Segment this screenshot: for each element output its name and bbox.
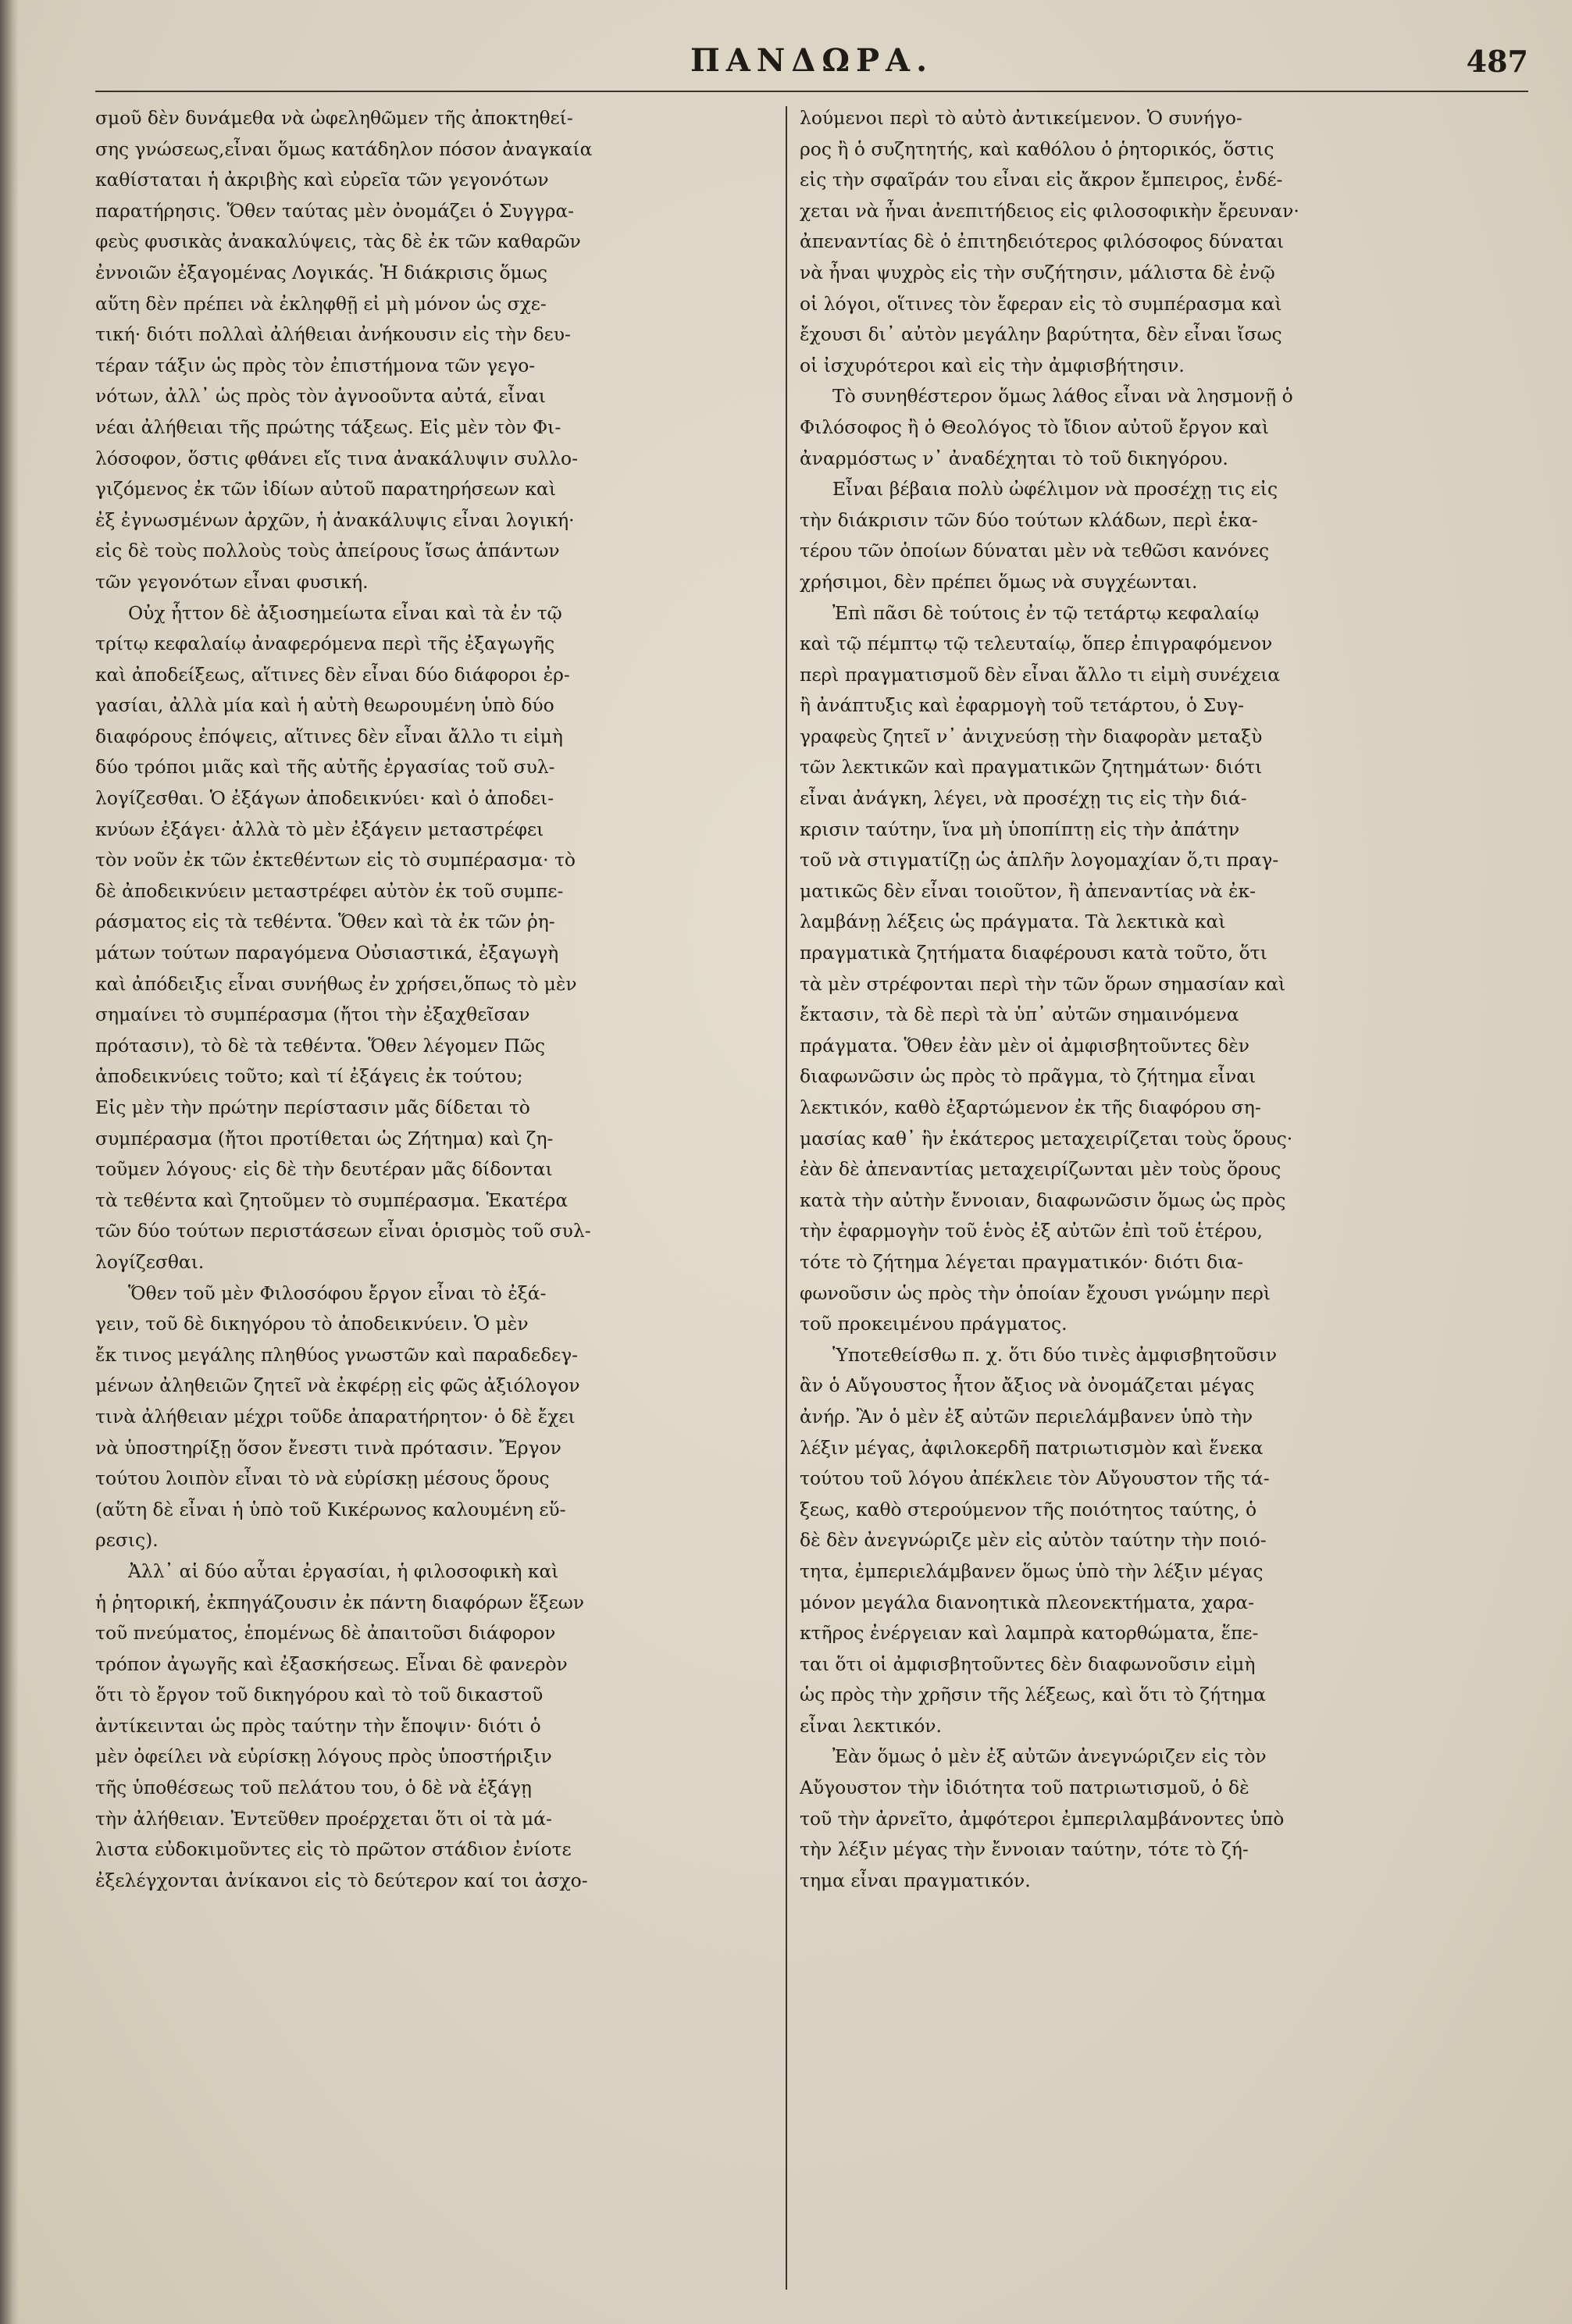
- text-line: κρισιν ταύτην, ἵνα μὴ ὑποπίπτῃ εἰς τὴν ἀπάτην: [800, 818, 1240, 840]
- text-columns: [95, 103, 1528, 2305]
- paragraph: [800, 381, 1479, 474]
- text-line: σμοῦ δὲν δυνάμεθα νὰ ὠφεληθῶμεν τῆς ἀποκτηθεί-: [95, 107, 573, 129]
- text-line: εἰς δὲ τοὺς πολλοὺς τοὺς ἀπείρους ἴσως ἁπάντων: [95, 540, 560, 562]
- text-line: ἀποδεικνύεις τοῦτο; καὶ τί ἐξάγεις ἐκ τούτου;: [95, 1065, 523, 1088]
- text-line: τὰ τεθέντα καὶ ζητοῦμεν τὸ συμπέρασμα. Ἑκατέρα: [95, 1189, 569, 1211]
- text-line: τοῦ πνεύματος, ἑπομένως δὲ ἀπαιτοῦσι διάφορον: [95, 1622, 556, 1645]
- text-line: κτῆρος ἐνέργειαν καὶ λαμπρὰ κατορθώματα, ἕπε-: [800, 1622, 1259, 1645]
- text-line: περὶ πραγματισμοῦ δὲν εἶναι ἄλλο τι εἰμὴ συνέχεια: [800, 663, 1281, 686]
- text-line: λόσοφον, ὅστις φθάνει εἴς τινα ἀνακάλυψιν συλλο-: [95, 447, 579, 469]
- text-line: εἶναι λεκτικόν.: [800, 1714, 942, 1737]
- paragraph: [95, 103, 775, 598]
- text-line: ἀνήρ. Ἂν ὁ μὲν ἐξ αὐτῶν περιελάμβανεν ὑπὸ τὴν: [800, 1405, 1253, 1428]
- text-line: ἂν ὁ Αὔγουστος ἦτον ἄξιος νὰ ὀνομάζεται μέγας: [800, 1374, 1255, 1397]
- text-line: διαφωνῶσιν ὡς πρὸς τὸ πρᾶγμα, τὸ ζήτημα εἶναι: [800, 1065, 1257, 1088]
- text-line: πρότασιν), τὸ δὲ τὰ τεθέντα. Ὅθεν λέγομεν Πῶς: [95, 1034, 546, 1057]
- text-line: καὶ τῷ πέμπτῳ τῷ τελευταίῳ, ὅπερ ἐπιγραφόμενον: [800, 633, 1273, 655]
- text-line: δὲ ἀποδεικνύειν μεταστρέφει αὐτὸν ἐκ τοῦ συμπε-: [95, 879, 564, 902]
- text-line: εἶναι ἀνάγκη, λέγει, νὰ προσέχῃ τις εἰς τὴν διά-: [800, 787, 1247, 810]
- text-line: ἔκ τινος μεγάλης πληθύος γνωστῶν καὶ παραδεδεγ-: [95, 1343, 579, 1366]
- text-line: τῶν λεκτικῶν καὶ πραγματικῶν ζητημάτων· διότι: [800, 756, 1263, 779]
- text-line: γιζόμενος ἐκ τῶν ἰδίων αὐτοῦ παρατηρήσεων καὶ: [95, 478, 557, 501]
- left-column: [95, 103, 786, 2305]
- text-line: χεται νὰ ἦναι ἀνεπιτήδειος εἰς φιλοσοφικὴν ἔρευναν·: [800, 199, 1299, 222]
- text-line: τούτου τοῦ λόγου ἀπέκλειε τὸν Αὔγουστον τῆς τά-: [800, 1467, 1270, 1490]
- page-number: 487: [1466, 44, 1528, 79]
- text-line: λαμβάνῃ λέξεις ὡς πράγματα. Τὰ λεκτικὰ καὶ: [800, 911, 1226, 933]
- text-line: νὰ ἦναι ψυχρὸς εἰς τὴν συζήτησιν, μάλιστα δὲ ἐνῷ: [800, 261, 1275, 283]
- text-line: τητα, ἐμπεριελάμβανεν ὅμως ὑπὸ τὴν λέξιν μέγας: [800, 1559, 1264, 1582]
- text-line: τὴν ἀλήθειαν. Ἐντεῦθεν προέρχεται ὅτι οἱ τὰ μά-: [95, 1807, 552, 1830]
- text-line: σημαίνει τὸ συμπέρασμα (ἤτοι τὴν ἐξαχθεῖσαν: [95, 1003, 530, 1026]
- text-line: ἔκτασιν, τὰ δὲ περὶ τὰ ὑπ᾽ αὐτῶν σημαινόμενα: [800, 1003, 1239, 1026]
- text-line: Ὑποτεθείσθω π. χ. ὅτι δύο τινὲς ἀμφισβητοῦσιν: [832, 1343, 1278, 1366]
- text-line: σης γνώσεως,εἶναι ὅμως κατάδηλον πόσον ἀναγκαία: [95, 137, 593, 160]
- text-line: ἐννοιῶν ἐξαγομένας Λογικάς. Ἡ διάκρισις ὅμως: [95, 261, 548, 283]
- text-line: τοῦ προκειμένου πράγματος.: [800, 1313, 1068, 1335]
- text-line: λέξιν μέγας, ἀφιλοκερδῆ πατριωτισμὸν καὶ ἕνεκα: [800, 1436, 1264, 1459]
- text-line: Εἰς μὲν τὴν πρώτην περίστασιν μᾶς δίδεται τὸ: [95, 1096, 530, 1118]
- paragraph: [800, 474, 1479, 597]
- text-line: γραφεὺς ζητεῖ ν᾽ ἀνιχνεύσῃ τὴν διαφορὰν μεταξὺ: [800, 725, 1263, 747]
- text-line: ἐξ ἐγνωσμένων ἀρχῶν, ἡ ἀνακάλυψις εἶναι λογική·: [95, 508, 575, 531]
- text-line: τὴν διάκρισιν τῶν δύο τούτων κλάδων, περὶ ἑκα-: [800, 508, 1258, 531]
- text-line: ἔχουσι δι᾽ αὐτὸν μεγάλην βαρύτητα, δὲν εἶναι ἴσως: [800, 323, 1282, 346]
- text-line: τοῦ τὴν ἀρνεῖτο, ἀμφότεροι ἐμπεριλαμβάνοντες ὑπὸ: [800, 1807, 1285, 1830]
- text-line: τέραν τάξιν ὡς πρὸς τὸν ἐπιστήμονα τῶν γεγο-: [95, 354, 536, 376]
- text-line: συμπέρασμα (ἤτοι προτίθεται ὡς Ζήτημα) καὶ ζη-: [95, 1127, 554, 1150]
- text-line: κνύων ἐξάγει· ἀλλὰ τὸ μὲν ἐξάγειν μεταστρέφει: [95, 818, 544, 840]
- text-line: (αὕτη δὲ εἶναι ἡ ὑπὸ τοῦ Κικέρωνος καλουμένη εὕ-: [95, 1498, 566, 1520]
- text-line: μὲν ὀφείλει νὰ εὑρίσκῃ λόγους πρὸς ὑποστήριξιν: [95, 1745, 552, 1768]
- text-line: τημα εἶναι πραγματικόν.: [800, 1869, 1031, 1891]
- paragraph: [95, 1556, 775, 1897]
- paragraph: [800, 103, 1479, 381]
- text-line: καὶ ἀπόδειξις εἶναι συνήθως ἐν χρήσει,ὅπως τὸ μὲν: [95, 972, 577, 995]
- text-line: ρος ἢ ὁ συζητητής, καὶ καθόλου ὁ ῥητορικός, ὅστις: [800, 137, 1274, 160]
- text-line: δύο τρόποι μιᾶς καὶ τῆς αὐτῆς ἐργασίας τοῦ συλ-: [95, 756, 555, 779]
- page-title: ΠΑΝΔΩΡΑ.: [690, 42, 934, 79]
- text-line: οἱ ἰσχυρότεροι καὶ εἰς τὴν ἀμφισβήτησιν.: [800, 354, 1185, 376]
- text-line: δὲ δὲν ἀνεγνώριζε μὲν εἰς αὐτὸν ταύτην τὴν ποιό-: [800, 1529, 1267, 1552]
- text-line: εἰς τὴν σφαῖράν του εἶναι εἰς ἄκρον ἔμπειρος, ἐνδέ-: [800, 169, 1283, 191]
- text-line: τὰ μὲν στρέφονται περὶ τὴν τῶν ὅρων σημασίαν καὶ: [800, 972, 1286, 995]
- text-line: τούτου λοιπὸν εἶναι τὸ νὰ εὑρίσκῃ μέσους ὅρους: [95, 1467, 550, 1490]
- text-line: Οὐχ ἧττον δὲ ἀξιοσημείωτα εἶναι καὶ τὰ ἐν τῷ: [128, 601, 562, 624]
- text-line: τῶν δύο τούτων περιστάσεων εἶναι ὁρισμὸς τοῦ συλ-: [95, 1220, 591, 1242]
- text-line: τῶν γεγονότων εἶναι φυσική.: [95, 570, 369, 593]
- text-line: τότε τὸ ζήτημα λέγεται πραγματικόν· διότι δια-: [800, 1250, 1244, 1273]
- text-line: τρόπον ἀγωγῆς καὶ ἐξασκήσεως. Εἶναι δὲ φανερὸν: [95, 1652, 568, 1675]
- text-line: τική· διότι πολλαὶ ἀλήθειαι ἀνήκουσιν εἰς τὴν δευ-: [95, 323, 571, 346]
- text-line: μένων ἀληθειῶν ζητεῖ νὰ ἐκφέρῃ εἰς φῶς ἀξιόλογον: [95, 1374, 580, 1397]
- text-line: τοῦ νὰ στιγματίζῃ ὡς ἁπλῆν λογομαχίαν ὅ,τι πραγ-: [800, 849, 1279, 872]
- text-line: ὡς πρὸς τὴν χρῆσιν τῆς λέξεως, καὶ ὅτι τὸ ζήτημα: [800, 1684, 1266, 1706]
- text-line: ἐὰν δὲ ἀπεναντίας μεταχειρίζωνται μὲν τοὺς ὅρους: [800, 1158, 1281, 1181]
- text-line: νέαι ἀλήθειαι τῆς πρώτης τάξεως. Εἰς μὲν τὸν Φι-: [95, 415, 561, 438]
- text-line: Αὔγουστον τὴν ἰδιότητα τοῦ πατριωτισμοῦ, ὁ δὲ: [800, 1777, 1249, 1799]
- text-line: Τὸ συνηθέστερον ὅμως λάθος εἶναι νὰ λησμονῇ ὁ: [832, 385, 1293, 408]
- text-line: ἀντίκεινται ὡς πρὸς ταύτην τὴν ἔποψιν· διότι ὁ: [95, 1714, 541, 1737]
- right-column: [787, 103, 1479, 2305]
- text-line: γειν, τοῦ δὲ δικηγόρου τὸ ἀποδεικνύειν. Ὁ μὲν: [95, 1313, 529, 1335]
- text-line: καθίσταται ἡ ἀκριβὴς καὶ εὐρεῖα τῶν γεγονότων: [95, 169, 549, 191]
- text-line: τῆς ὑποθέσεως τοῦ πελάτου του, ὁ δὲ νὰ ἐξάγῃ: [95, 1777, 532, 1799]
- running-header: [95, 41, 1528, 92]
- text-line: λογίζεσθαι. Ὁ ἐξάγων ἀποδεικνύει· καὶ ὁ ἀποδει-: [95, 787, 554, 810]
- text-line: τοῦμεν λόγους· εἰς δὲ τὴν δευτέραν μᾶς δίδονται: [95, 1158, 553, 1181]
- text-line: λούμενοι περὶ τὸ αὐτὸ ἀντικείμενον. Ὁ συνήγο-: [800, 107, 1242, 129]
- text-line: διαφόρους ἐπόψεις, αἵτινες δὲν εἶναι ἄλλο τι εἰμὴ: [95, 725, 563, 747]
- text-line: Εἶναι βέβαια πολὺ ὠφέλιμον νὰ προσέχῃ τις εἰς: [832, 478, 1278, 501]
- text-line: ματικῶς δὲν εἶναι τοιοῦτον, ἢ ἀπεναντίας νὰ ἐκ-: [800, 879, 1257, 902]
- text-line: οἱ λόγοι, οἵτινες τὸν ἔφεραν εἰς τὸ συμπέρασμα καὶ: [800, 292, 1282, 315]
- text-line: τὴν ἐφαρμογὴν τοῦ ἑνὸς ἐξ αὐτῶν ἐπὶ τοῦ ἑτέρου,: [800, 1220, 1263, 1242]
- text-line: κατὰ τὴν αὐτὴν ἔννοιαν, διαφωνῶσιν ὅμως ὡς πρὸς: [800, 1189, 1286, 1211]
- text-line: τὴν λέξιν μέγας τὴν ἔννοιαν ταύτην, τότε τὸ ζή-: [800, 1838, 1249, 1861]
- text-line: ράσματος εἰς τὰ τεθέντα. Ὅθεν καὶ τὰ ἐκ τῶν ῥη-: [95, 911, 555, 933]
- text-line: λογίζεσθαι.: [95, 1250, 205, 1273]
- text-line: αὕτη δὲν πρέπει νὰ ἐκληφθῇ εἰ μὴ μόνον ὡς σχε-: [95, 292, 547, 315]
- text-line: ἡ ῥητορική, ἐκπηγάζουσιν ἐκ πάντη διαφόρων ἕξεων: [95, 1591, 584, 1613]
- text-line: πράγματα. Ὅθεν ἐὰν μὲν οἱ ἀμφισβητοῦντες δὲν: [800, 1034, 1249, 1057]
- text-line: καὶ ἀποδείξεως, αἵτινες δὲν εἶναι δύο διάφοροι ἐρ-: [95, 663, 570, 686]
- text-line: λιστα εὐδοκιμοῦντες εἰς τὸ πρῶτον στάδιον ἐνίοτε: [95, 1838, 572, 1861]
- text-line: νότων, ἀλλ᾽ ὡς πρὸς τὸν ἀγνοοῦντα αὐτά, εἶναι: [95, 385, 546, 408]
- paragraph: [800, 1741, 1479, 1896]
- text-line: παρατήρησις. Ὅθεν ταύτας μὲν ὀνομάζει ὁ Συγγρα-: [95, 199, 575, 222]
- text-line: φωνοῦσιν ὡς πρὸς τὴν ὁποίαν ἔχουσι γνώμην περὶ: [800, 1281, 1271, 1304]
- text-line: ξεως, καθὸ στερούμενον τῆς ποιότητος ταύτης, ὁ: [800, 1498, 1257, 1520]
- text-line: ται ὅτι οἱ ἀμφισβητοῦντες δὲν διαφωνοῦσιν εἰμὴ: [800, 1652, 1256, 1675]
- text-line: Ἀλλ᾽ αἱ δύο αὗται ἐργασίαι, ἡ φιλοσοφικὴ καὶ: [128, 1559, 559, 1582]
- text-line: Ὅθεν τοῦ μὲν Φιλοσόφου ἔργον εἶναι τὸ ἐξά-: [128, 1281, 547, 1304]
- paragraph: [95, 598, 775, 1278]
- text-line: χρήσιμοι, δὲν πρέπει ὅμως νὰ συγχέωνται.: [800, 570, 1198, 593]
- text-line: ἀναρμόστως ν᾽ ἀναδέχηται τὸ τοῦ δικηγόρου.: [800, 447, 1228, 469]
- text-line: μάτων τούτων παραγόμενα Οὐσιαστικά, ἐξαγωγὴ: [95, 942, 559, 964]
- text-line: τινὰ ἀλήθειαν μέχρι τοῦδε ἀπαρατήρητον· ὁ δὲ ἔχει: [95, 1405, 576, 1428]
- text-line: φεὺς φυσικὰς ἀνακαλύψεις, τὰς δὲ ἐκ τῶν καθαρῶν: [95, 230, 581, 253]
- text-line: τέρου τῶν ὁποίων δύναται μὲν νὰ τεθῶσι κανόνες: [800, 540, 1270, 562]
- text-line: μόνον μεγάλα διανοητικὰ πλεονεκτήματα, χαρα-: [800, 1591, 1255, 1613]
- text-line: ὅτι τὸ ἔργον τοῦ δικηγόρου καὶ τὸ τοῦ δικαστοῦ: [95, 1684, 544, 1706]
- text-line: Ἐὰν ὅμως ὁ μὲν ἐξ αὐτῶν ἀνεγνώριζεν εἰς τὸν: [832, 1745, 1267, 1768]
- text-line: τρίτῳ κεφαλαίῳ ἀναφερόμενα περὶ τῆς ἐξαγωγῆς: [95, 633, 555, 655]
- paragraph: [800, 598, 1479, 1340]
- text-line: ἀπεναντίας δὲ ὁ ἐπιτηδειότερος φιλόσοφος δύναται: [800, 230, 1285, 253]
- text-line: τὸν νοῦν ἐκ τῶν ἐκτεθέντων εἰς τὸ συμπέρασμα· τὸ: [95, 849, 576, 872]
- text-line: νὰ ὑποστηρίξῃ ὅσον ἔνεστι τινὰ πρότασιν. Ἔργον: [95, 1436, 561, 1459]
- text-line: ἐξελέγχονται ἀνίκανοι εἰς τὸ δεύτερον καί τοι ἀσχο-: [95, 1869, 588, 1891]
- paragraph: [800, 1340, 1479, 1742]
- text-line: ἢ ἀνάπτυξις καὶ ἐφαρμογὴ τοῦ τετάρτου, ὁ Συγ-: [800, 694, 1245, 717]
- text-line: γασίαι, ἀλλὰ μία καὶ ἡ αὐτὴ θεωρουμένη ὑπὸ δύο: [95, 694, 554, 717]
- paragraph: [95, 1278, 775, 1556]
- text-line: λεκτικόν, καθὸ ἐξαρτώμενον ἐκ τῆς διαφόρου ση-: [800, 1096, 1261, 1118]
- text-line: πραγματικὰ ζητήματα διαφέρουσι κατὰ τοῦτο, ὅτι: [800, 942, 1267, 964]
- text-line: Ἐπὶ πᾶσι δὲ τούτοις ἐν τῷ τετάρτῳ κεφαλαίῳ: [832, 601, 1260, 624]
- text-line: μασίας καθ᾽ ἣν ἑκάτερος μεταχειρίζεται τοὺς ὅρους·: [800, 1127, 1293, 1150]
- text-line: Φιλόσοφος ἢ ὁ Θεολόγος τὸ ἴδιον αὐτοῦ ἔργον καὶ: [800, 415, 1270, 438]
- text-line: ρεσις).: [95, 1529, 159, 1552]
